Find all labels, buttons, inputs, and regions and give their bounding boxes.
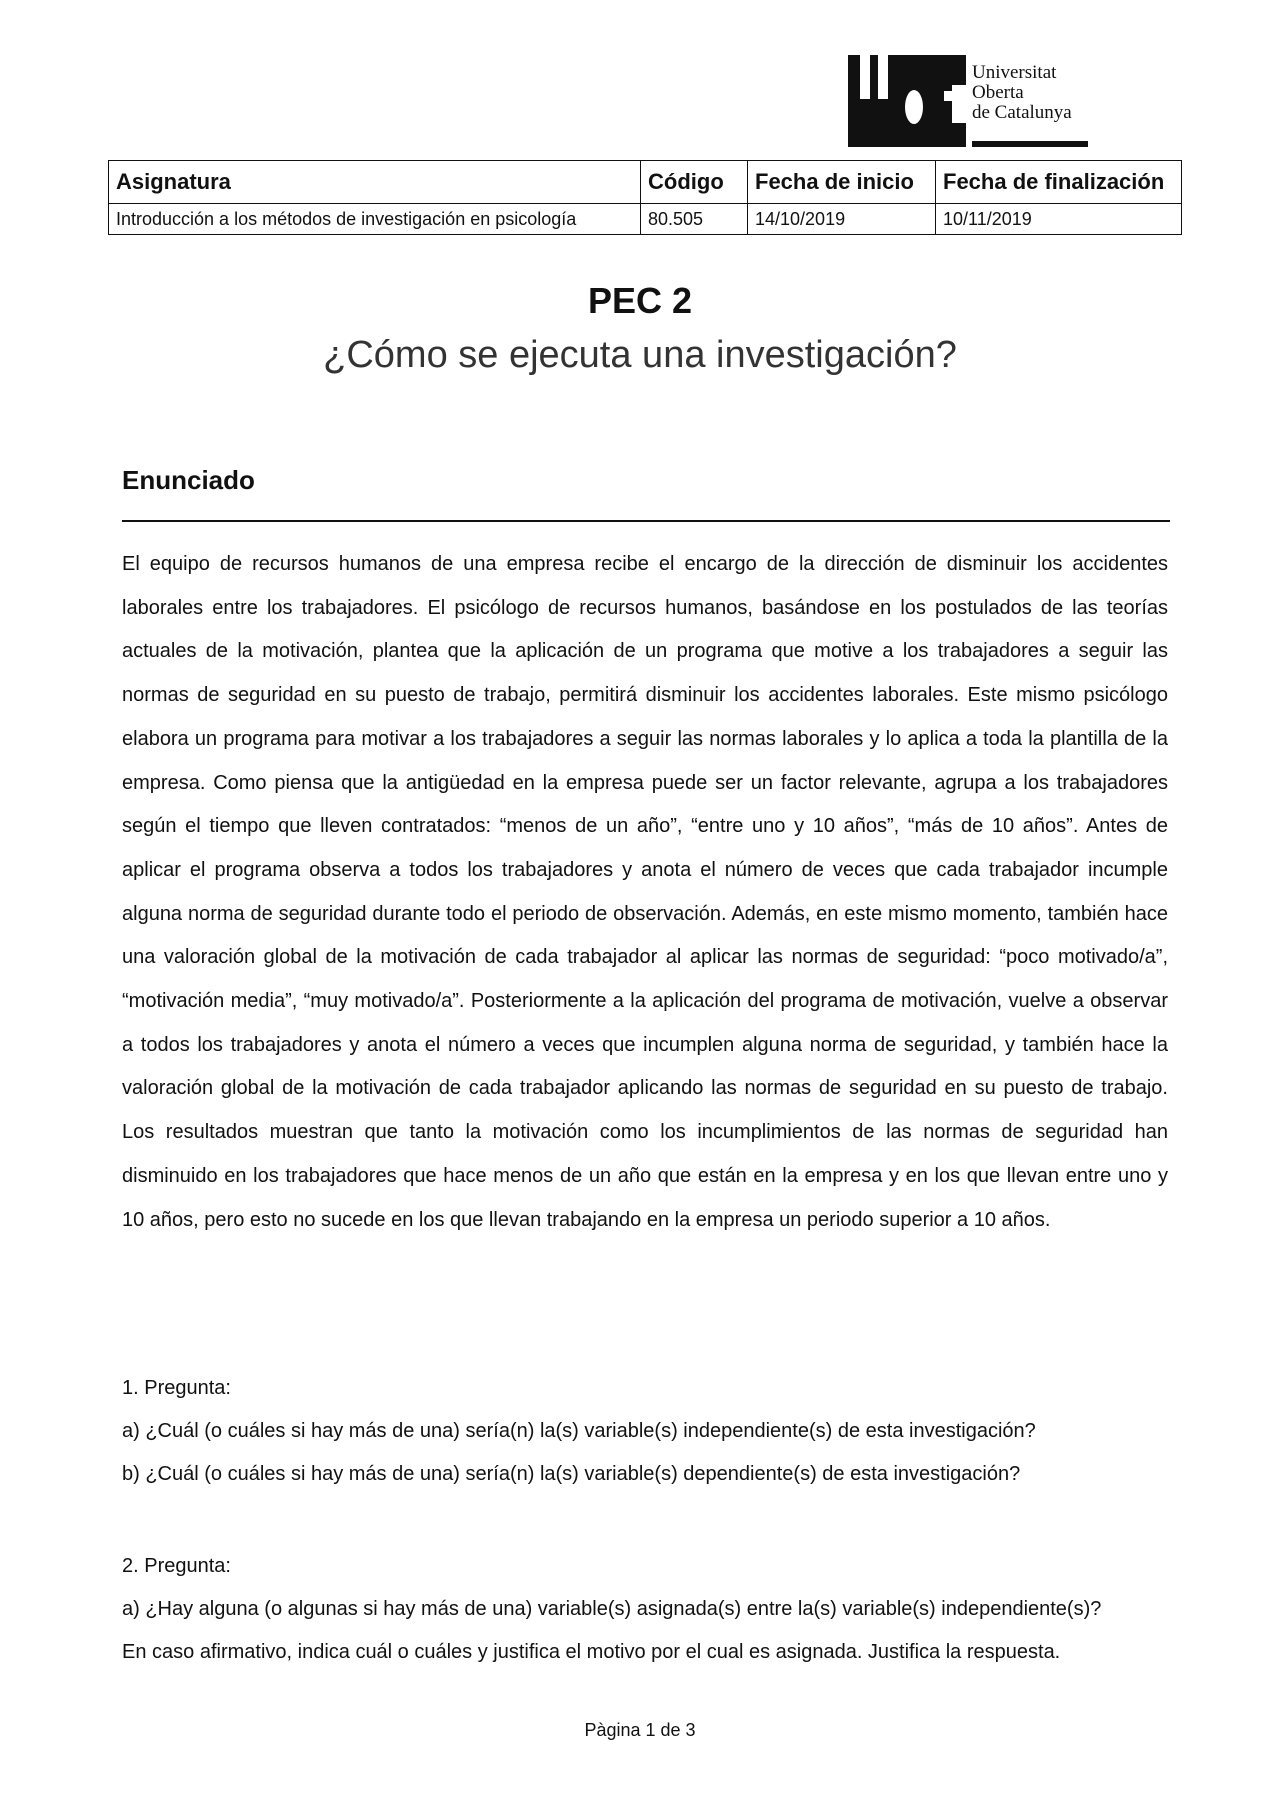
logo-line-3: de Catalunya [972, 102, 1072, 123]
logo-rule [972, 141, 1088, 147]
uoc-logo-text [972, 63, 1072, 123]
page-number: Pàgina 1 de 3 [584, 1720, 696, 1740]
statement-paragraph: El equipo de recursos humanos de una empresa recibe el encargo de la dirección de disminuir los accidentes laborales entre los trabajadores. El psicólogo de recursos humanos, basándose en los postulados de las teorías actuales de la motivación, plantea que la aplicación de un programa que motive a los trabajadores a seguir las normas de seguridad en su puesto de trabajo, permitirá disminuir los accidentes laborales. Este mismo psicólogo elabora un programa para motivar a los trabajadores a seguir las normas laborales y lo aplica a toda la plantilla de la empresa. Como piensa que la antigüedad en la empresa puede ser un factor relevante, agrupa a los trabajadores según el tiempo que lleven contratados: “menos de un año”, “entre uno y 10 años”, “más de 10 años”. Antes de aplicar el programa observa a todos los trabajadores y anota el número de veces que cada trabajador incumple alguna norma de seguridad durante todo el periodo de observación. Además, en este mismo momento, también hace una valoración global de la motivación de cada trabajador al aplicar las normas de seguridad: “poco motivado/a”, “motivación media”, “muy motivado/a”. Posteriormente a la aplicación del programa de motivación, vuelve a observar a todos los trabajadores y anota el número a veces que incumplen alguna norma de seguridad, y también hace la valoración global de la motivación de cada trabajador aplicando las normas de seguridad en su puesto de trabajo. Los resultados muestran que tanto la motivación como los incumplimientos de las normas de seguridad han disminuido en los trabajadores que hace menos de un año que están en la empresa y en los que llevan entre uno y 10 años, pero esto no sucede en los que llevan trabajando en la empresa un periodo superior a 10 años. [122, 553, 1168, 1231]
question-1-title: 1. Pregunta: [122, 1377, 231, 1399]
question-1-item-a: a) ¿Cuál (o cuáles si hay más de una) sería(n) la(s) variable(s) independiente(s) de esta investigación? [122, 1420, 1036, 1442]
header-fecha-finalizacion: Fecha de finalización [936, 161, 1182, 204]
cell-fecha-finalizacion: 10/11/2019 [936, 204, 1182, 235]
question-1 [122, 1367, 1192, 1496]
question-2-item-a: a) ¿Hay alguna (o algunas si hay más de una) variable(s) asignada(s) entre la(s) variable(s) independiente(s)? [122, 1598, 1102, 1620]
course-info-table [108, 160, 1182, 235]
header-asignatura: Asignatura [109, 161, 641, 204]
page-title: PEC 2 [587, 280, 693, 321]
section-heading: Enunciado [122, 465, 255, 495]
cell-asignatura: Introducción a los métodos de investigación en psicología [109, 204, 641, 235]
table-row [109, 204, 1182, 235]
page-subtitle: ¿Cómo se ejecuta una investigación? [323, 334, 957, 376]
question-2-title: 2. Pregunta: [122, 1555, 231, 1577]
uoc-logo [848, 55, 1088, 147]
header-codigo: Código [641, 161, 748, 204]
uoc-logo-mark [848, 55, 966, 147]
question-1-item-b: b) ¿Cuál (o cuáles si hay más de una) sería(n) la(s) variable(s) dependiente(s) de esta investigación? [122, 1463, 1021, 1485]
logo-line-2: Oberta [972, 82, 1024, 103]
question-2 [122, 1545, 1192, 1674]
logo-line-1: Universitat [972, 62, 1057, 83]
cell-fecha-inicio: 14/10/2019 [748, 204, 936, 235]
question-2-item-a-continued: En caso afirmativo, indica cuál o cuáles y justifica el motivo por el cual es asignada. Justifica la respuesta. [122, 1641, 1061, 1663]
section-divider [122, 520, 1170, 522]
table-header-row [109, 161, 1182, 204]
header-fecha-inicio: Fecha de inicio [748, 161, 936, 204]
cell-codigo: 80.505 [641, 204, 748, 235]
